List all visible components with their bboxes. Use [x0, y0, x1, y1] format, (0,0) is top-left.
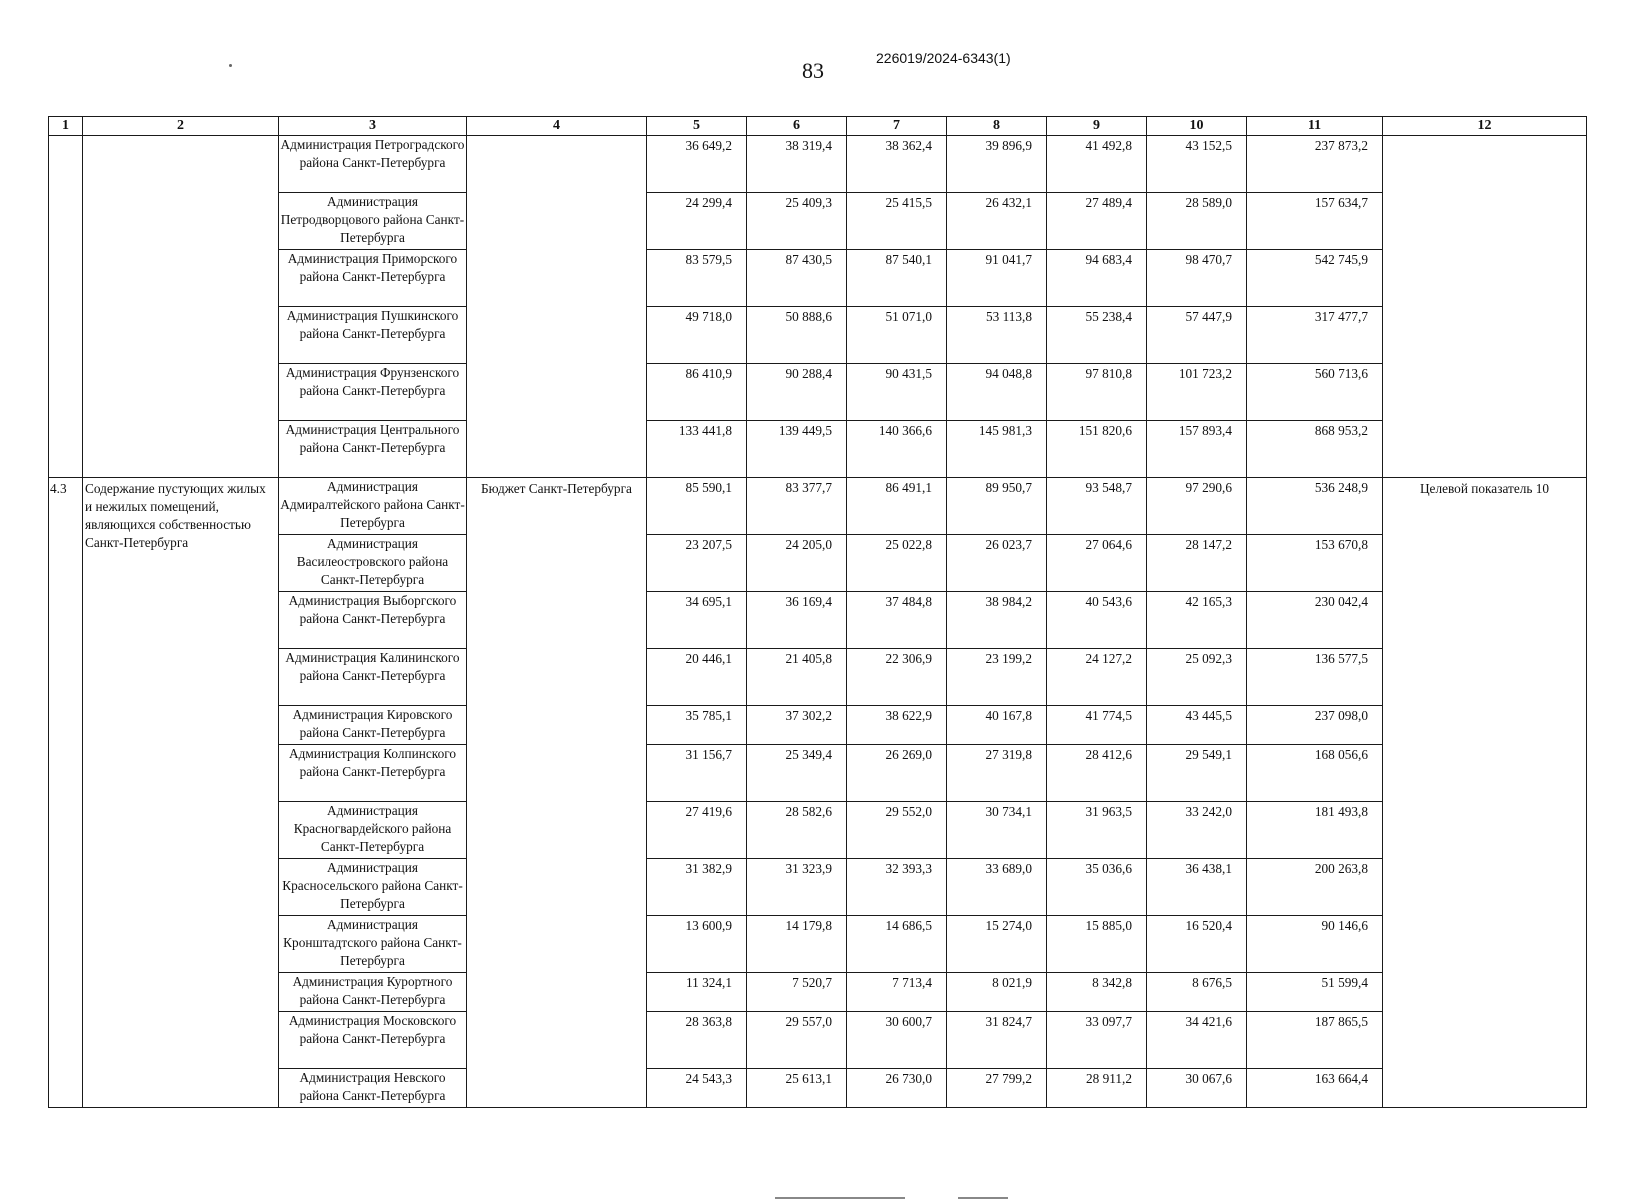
- total-value-cell: 560 713,6: [1247, 364, 1383, 421]
- table-row: [49, 802, 1587, 859]
- year-value-cell: 145 981,3: [947, 421, 1047, 478]
- note-cell-empty: [1383, 136, 1587, 478]
- year-value-cell: 25 415,5: [847, 193, 947, 250]
- page-number: 83: [802, 58, 824, 83]
- funding-source-cell: Бюджет Санкт-Петербурга: [467, 478, 647, 1108]
- year-value-cell: 57 447,9: [1147, 307, 1247, 364]
- total-value-cell: 90 146,6: [1247, 916, 1383, 973]
- year-value-cell: 15 274,0: [947, 916, 1047, 973]
- column-number-header: 7: [847, 117, 947, 136]
- year-value-cell: 157 893,4: [1147, 421, 1247, 478]
- executor-cell: Администрация Красногвардейского района Санкт-Петербурга: [279, 802, 467, 859]
- column-number-header: 2: [83, 117, 279, 136]
- total-value-cell: 153 670,8: [1247, 535, 1383, 592]
- table-row: [49, 535, 1587, 592]
- year-value-cell: 38 362,4: [847, 136, 947, 193]
- column-number-row: [49, 117, 1587, 136]
- year-value-cell: 41 774,5: [1047, 706, 1147, 745]
- table-row: [49, 649, 1587, 706]
- year-value-cell: 36 649,2: [647, 136, 747, 193]
- total-value-cell: 136 577,5: [1247, 649, 1383, 706]
- table-row: [49, 421, 1587, 478]
- executor-cell: Администрация Петроградского района Санкт-Петербурга: [279, 136, 467, 193]
- year-value-cell: 31 382,9: [647, 859, 747, 916]
- table-row: [49, 250, 1587, 307]
- column-number-header: 6: [747, 117, 847, 136]
- year-value-cell: 32 393,3: [847, 859, 947, 916]
- year-value-cell: 49 718,0: [647, 307, 747, 364]
- year-value-cell: 31 963,5: [1047, 802, 1147, 859]
- year-value-cell: 23 199,2: [947, 649, 1047, 706]
- total-value-cell: 536 248,9: [1247, 478, 1383, 535]
- year-value-cell: 27 489,4: [1047, 193, 1147, 250]
- year-value-cell: 38 984,2: [947, 592, 1047, 649]
- year-value-cell: 33 242,0: [1147, 802, 1247, 859]
- year-value-cell: 21 405,8: [747, 649, 847, 706]
- scan-artifact-line: [958, 1197, 1008, 1199]
- year-value-cell: 28 412,6: [1047, 745, 1147, 802]
- column-number-header: 10: [1147, 117, 1247, 136]
- year-value-cell: 25 613,1: [747, 1069, 847, 1108]
- year-value-cell: 27 064,6: [1047, 535, 1147, 592]
- target-indicator-cell: Целевой показатель 10: [1383, 478, 1587, 1108]
- executor-cell: Администрация Пушкинского района Санкт-Петербурга: [279, 307, 467, 364]
- column-number-header: 5: [647, 117, 747, 136]
- year-value-cell: 37 484,8: [847, 592, 947, 649]
- executor-cell: Администрация Фрунзенского района Санкт-Петербурга: [279, 364, 467, 421]
- column-number-header: 3: [279, 117, 467, 136]
- table-row: [49, 592, 1587, 649]
- table-row: [49, 745, 1587, 802]
- column-number-header: 9: [1047, 117, 1147, 136]
- year-value-cell: 15 885,0: [1047, 916, 1147, 973]
- executor-cell: Администрация Центрального района Санкт-Петербурга: [279, 421, 467, 478]
- year-value-cell: 87 540,1: [847, 250, 947, 307]
- year-value-cell: 29 549,1: [1147, 745, 1247, 802]
- year-value-cell: 30 067,6: [1147, 1069, 1247, 1108]
- year-value-cell: 36 438,1: [1147, 859, 1247, 916]
- total-value-cell: 237 098,0: [1247, 706, 1383, 745]
- year-value-cell: 14 179,8: [747, 916, 847, 973]
- year-value-cell: 50 888,6: [747, 307, 847, 364]
- year-value-cell: 89 950,7: [947, 478, 1047, 535]
- year-value-cell: 24 299,4: [647, 193, 747, 250]
- executor-cell: Администрация Петродворцового района Санкт-Петербурга: [279, 193, 467, 250]
- column-number-header: 8: [947, 117, 1047, 136]
- year-value-cell: 28 589,0: [1147, 193, 1247, 250]
- year-value-cell: 151 820,6: [1047, 421, 1147, 478]
- year-value-cell: 34 421,6: [1147, 1012, 1247, 1069]
- column-number-header: 1: [49, 117, 83, 136]
- document-number: 226019/2024-6343(1): [876, 50, 1011, 66]
- year-value-cell: 55 238,4: [1047, 307, 1147, 364]
- year-value-cell: 24 127,2: [1047, 649, 1147, 706]
- year-value-cell: 140 366,6: [847, 421, 947, 478]
- table-row: [49, 478, 1587, 535]
- executor-cell: Администрация Колпинского района Санкт-Петербурга: [279, 745, 467, 802]
- year-value-cell: 37 302,2: [747, 706, 847, 745]
- total-value-cell: 237 873,2: [1247, 136, 1383, 193]
- total-value-cell: 542 745,9: [1247, 250, 1383, 307]
- total-value-cell: 187 865,5: [1247, 1012, 1383, 1069]
- year-value-cell: 28 911,2: [1047, 1069, 1147, 1108]
- year-value-cell: 85 590,1: [647, 478, 747, 535]
- year-value-cell: 31 323,9: [747, 859, 847, 916]
- year-value-cell: 28 363,8: [647, 1012, 747, 1069]
- year-value-cell: 93 548,7: [1047, 478, 1147, 535]
- item-number-cell-empty: [49, 136, 83, 478]
- year-value-cell: 36 169,4: [747, 592, 847, 649]
- year-value-cell: 13 600,9: [647, 916, 747, 973]
- year-value-cell: 86 491,1: [847, 478, 947, 535]
- year-value-cell: 91 041,7: [947, 250, 1047, 307]
- year-value-cell: 83 579,5: [647, 250, 747, 307]
- total-value-cell: 200 263,8: [1247, 859, 1383, 916]
- year-value-cell: 29 552,0: [847, 802, 947, 859]
- year-value-cell: 53 113,8: [947, 307, 1047, 364]
- year-value-cell: 98 470,7: [1147, 250, 1247, 307]
- year-value-cell: 38 622,9: [847, 706, 947, 745]
- year-value-cell: 97 810,8: [1047, 364, 1147, 421]
- table-row: [49, 307, 1587, 364]
- year-value-cell: 8 342,8: [1047, 973, 1147, 1012]
- executor-cell: Администрация Невского района Санкт-Петербурга: [279, 1069, 467, 1108]
- year-value-cell: 26 730,0: [847, 1069, 947, 1108]
- table-row: [49, 193, 1587, 250]
- year-value-cell: 35 036,6: [1047, 859, 1147, 916]
- year-value-cell: 33 097,7: [1047, 1012, 1147, 1069]
- year-value-cell: 7 520,7: [747, 973, 847, 1012]
- item-number-cell: 4.3: [49, 478, 83, 1108]
- year-value-cell: 26 432,1: [947, 193, 1047, 250]
- executor-cell: Администрация Василеостровского района Санкт-Петербурга: [279, 535, 467, 592]
- table-row: [49, 916, 1587, 973]
- year-value-cell: 25 349,4: [747, 745, 847, 802]
- year-value-cell: 28 147,2: [1147, 535, 1247, 592]
- total-value-cell: 230 042,4: [1247, 592, 1383, 649]
- year-value-cell: 51 071,0: [847, 307, 947, 364]
- year-value-cell: 90 288,4: [747, 364, 847, 421]
- year-value-cell: 24 543,3: [647, 1069, 747, 1108]
- year-value-cell: 27 799,2: [947, 1069, 1047, 1108]
- year-value-cell: 31 824,7: [947, 1012, 1047, 1069]
- table-row: [49, 136, 1587, 193]
- column-number-header: 12: [1383, 117, 1587, 136]
- total-value-cell: 51 599,4: [1247, 973, 1383, 1012]
- year-value-cell: 43 152,5: [1147, 136, 1247, 193]
- item-name-cell: Содержание пустующих жилых и нежилых помещений, являющихся собственностью Санкт-Петербурга: [83, 478, 279, 1108]
- year-value-cell: 31 156,7: [647, 745, 747, 802]
- year-value-cell: 8 021,9: [947, 973, 1047, 1012]
- year-value-cell: 28 582,6: [747, 802, 847, 859]
- executor-cell: Администрация Кировского района Санкт-Петербурга: [279, 706, 467, 745]
- year-value-cell: 27 319,8: [947, 745, 1047, 802]
- year-value-cell: 29 557,0: [747, 1012, 847, 1069]
- total-value-cell: 163 664,4: [1247, 1069, 1383, 1108]
- program-financing-table: [48, 116, 1587, 1108]
- scan-artifact-line: [775, 1197, 905, 1199]
- year-value-cell: 94 683,4: [1047, 250, 1147, 307]
- year-value-cell: 27 419,6: [647, 802, 747, 859]
- year-value-cell: 87 430,5: [747, 250, 847, 307]
- executor-cell: Администрация Курортного района Санкт-Петербурга: [279, 973, 467, 1012]
- year-value-cell: 39 896,9: [947, 136, 1047, 193]
- year-value-cell: 25 409,3: [747, 193, 847, 250]
- year-value-cell: 34 695,1: [647, 592, 747, 649]
- year-value-cell: 139 449,5: [747, 421, 847, 478]
- year-value-cell: 41 492,8: [1047, 136, 1147, 193]
- table-row: [49, 859, 1587, 916]
- year-value-cell: 30 734,1: [947, 802, 1047, 859]
- year-value-cell: 23 207,5: [647, 535, 747, 592]
- year-value-cell: 30 600,7: [847, 1012, 947, 1069]
- year-value-cell: 42 165,3: [1147, 592, 1247, 649]
- executor-cell: Администрация Приморского района Санкт-Петербурга: [279, 250, 467, 307]
- year-value-cell: 22 306,9: [847, 649, 947, 706]
- table-row: [49, 1069, 1587, 1108]
- total-value-cell: 168 056,6: [1247, 745, 1383, 802]
- table-row: [49, 706, 1587, 745]
- year-value-cell: 16 520,4: [1147, 916, 1247, 973]
- year-value-cell: 101 723,2: [1147, 364, 1247, 421]
- year-value-cell: 24 205,0: [747, 535, 847, 592]
- year-value-cell: 25 022,8: [847, 535, 947, 592]
- item-name-cell-empty: [83, 136, 279, 478]
- year-value-cell: 90 431,5: [847, 364, 947, 421]
- year-value-cell: 86 410,9: [647, 364, 747, 421]
- year-value-cell: 14 686,5: [847, 916, 947, 973]
- year-value-cell: 11 324,1: [647, 973, 747, 1012]
- year-value-cell: 26 023,7: [947, 535, 1047, 592]
- year-value-cell: 20 446,1: [647, 649, 747, 706]
- column-number-header: 11: [1247, 117, 1383, 136]
- total-value-cell: 181 493,8: [1247, 802, 1383, 859]
- year-value-cell: 33 689,0: [947, 859, 1047, 916]
- total-value-cell: 157 634,7: [1247, 193, 1383, 250]
- year-value-cell: 40 543,6: [1047, 592, 1147, 649]
- total-value-cell: 317 477,7: [1247, 307, 1383, 364]
- executor-cell: Администрация Кронштадтского района Санкт-Петербурга: [279, 916, 467, 973]
- total-value-cell: 868 953,2: [1247, 421, 1383, 478]
- table-row: [49, 1012, 1587, 1069]
- year-value-cell: 83 377,7: [747, 478, 847, 535]
- executor-cell: Администрация Калининского района Санкт-Петербурга: [279, 649, 467, 706]
- executor-cell: Администрация Выборгского района Санкт-Петербурга: [279, 592, 467, 649]
- year-value-cell: 133 441,8: [647, 421, 747, 478]
- year-value-cell: 38 319,4: [747, 136, 847, 193]
- year-value-cell: 43 445,5: [1147, 706, 1247, 745]
- year-value-cell: 26 269,0: [847, 745, 947, 802]
- year-value-cell: 8 676,5: [1147, 973, 1247, 1012]
- year-value-cell: 7 713,4: [847, 973, 947, 1012]
- year-value-cell: 40 167,8: [947, 706, 1047, 745]
- funding-source-cell-empty: [467, 136, 647, 478]
- column-number-header: 4: [467, 117, 647, 136]
- year-value-cell: 94 048,8: [947, 364, 1047, 421]
- table-row: [49, 973, 1587, 1012]
- executor-cell: Администрация Адмиралтейского района Санкт-Петербурга: [279, 478, 467, 535]
- year-value-cell: 25 092,3: [1147, 649, 1247, 706]
- executor-cell: Администрация Московского района Санкт-Петербурга: [279, 1012, 467, 1069]
- scan-speck: [229, 64, 232, 67]
- year-value-cell: 35 785,1: [647, 706, 747, 745]
- executor-cell: Администрация Красносельского района Санкт-Петербурга: [279, 859, 467, 916]
- year-value-cell: 97 290,6: [1147, 478, 1247, 535]
- table-row: [49, 364, 1587, 421]
